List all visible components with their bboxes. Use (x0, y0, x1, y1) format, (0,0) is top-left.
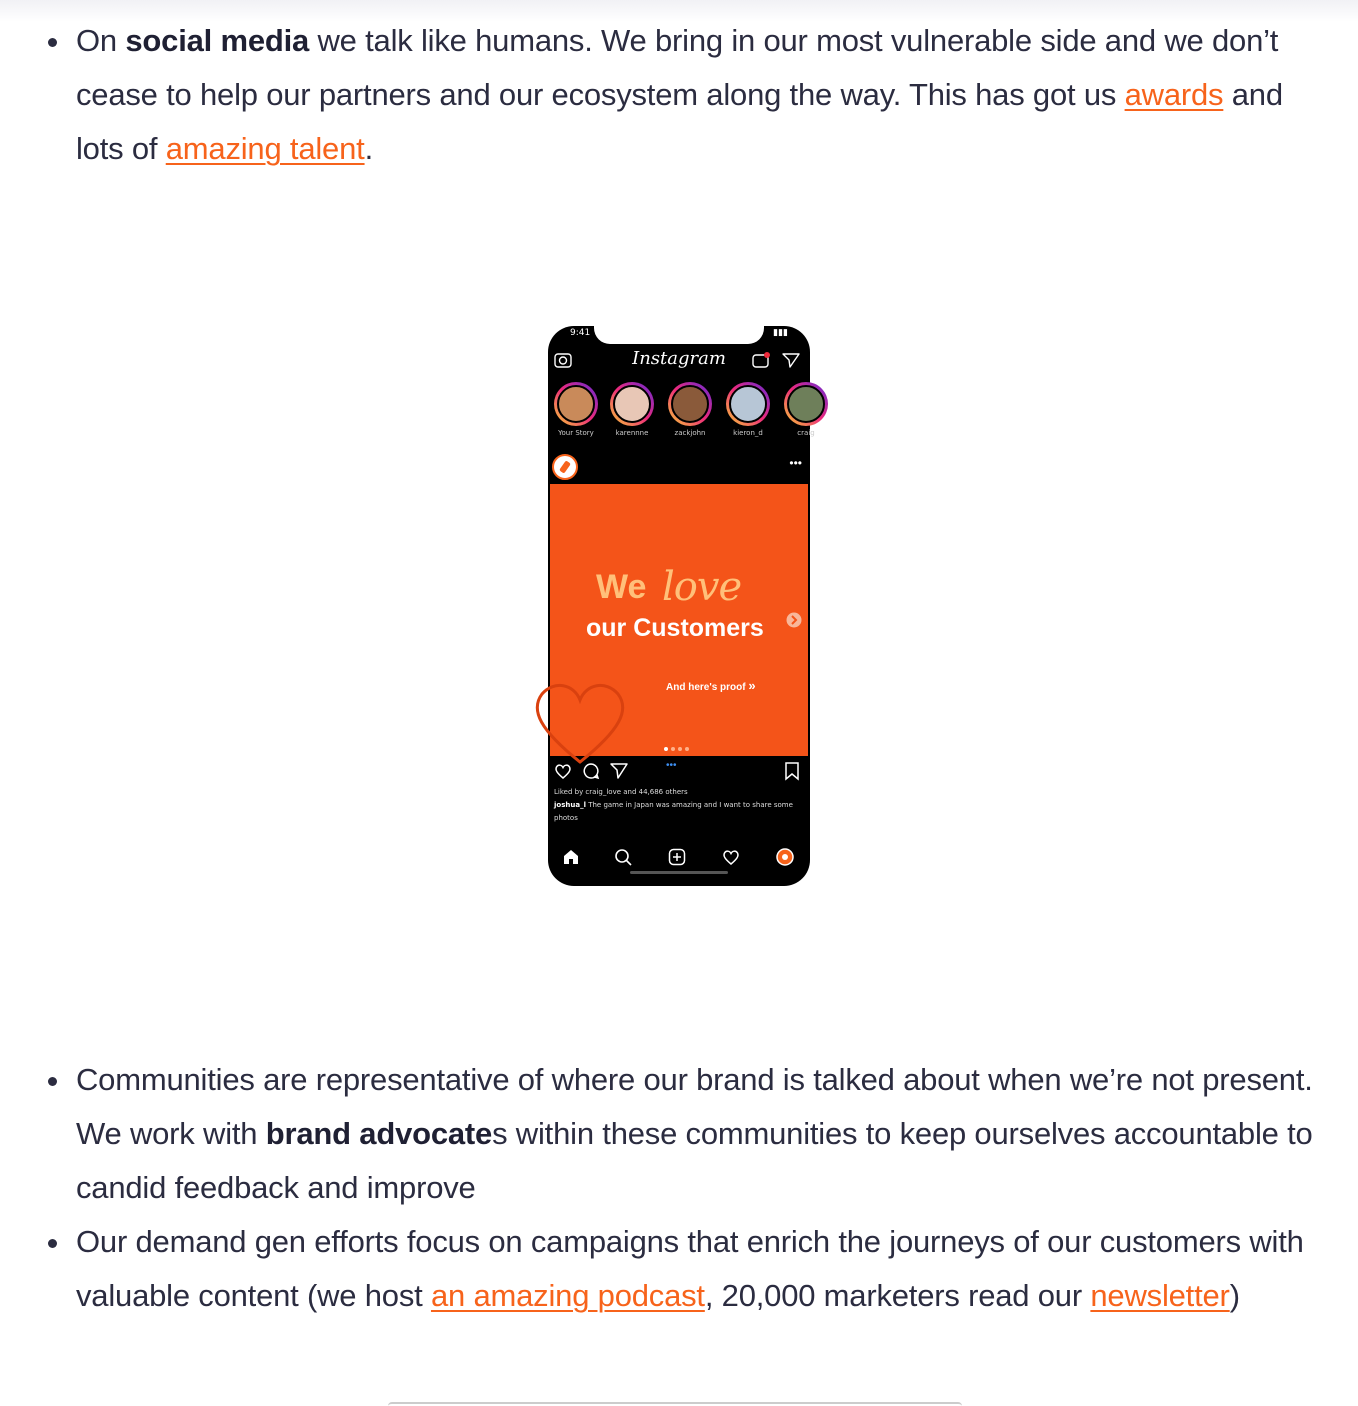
post-text-proof: And here's proof » (666, 678, 756, 693)
carousel-dots (664, 738, 692, 756)
caption-text: The game in Japan was amazing and I want to share some photos (554, 801, 793, 822)
instagram-phone-mockup (548, 326, 815, 886)
status-time: 9:41 (570, 328, 591, 338)
post-header (548, 450, 810, 484)
brand-avatar (552, 454, 578, 480)
bold-brand-advocate: brand advocate (265, 1116, 493, 1151)
awards-link[interactable]: awards (1124, 77, 1224, 112)
bold-social-media: social media (125, 23, 310, 58)
post-text-love: love (662, 564, 742, 610)
bullet-list-bottom (0, 1053, 1358, 1323)
post-text-we: We (596, 568, 647, 606)
bookmark-icon (784, 762, 800, 780)
bottom-tab-bar (548, 838, 810, 878)
list-item-social-media: On social media we talk like humans. We bring in our most vulnerable side and we don’t cease to help our partners and our ecosystem along the way. This has got us awards and lots of amazing talent. (0, 14, 1358, 176)
battery-icon: ▮▮▮ (773, 328, 788, 338)
double-chevron-icon: » (748, 678, 756, 693)
heart-outline-decoration (520, 670, 640, 770)
instagram-header (548, 346, 810, 376)
post-actions (548, 758, 810, 784)
story-item: karennne (608, 382, 656, 437)
liked-by-text: Liked by craig_love and 44,686 others (554, 788, 688, 796)
next-section-edge (388, 1402, 962, 1406)
carousel-indicator: ••• (666, 760, 677, 771)
story-item: kieron_d (724, 382, 772, 437)
add-post-icon (668, 848, 686, 866)
post-text-customers: our Customers (586, 614, 764, 642)
status-bar (566, 328, 792, 342)
list-item-demand-gen: Our demand gen efforts focus on campaigns that enrich the journeys of our customers with valuable content (we host an amazing podcast, 20,000 marketers read our newsletter) (0, 1215, 1358, 1323)
direct-message-icon (782, 352, 800, 368)
search-icon (614, 848, 632, 866)
share-icon (610, 762, 628, 780)
story-item: zackjohn (666, 382, 714, 437)
bullet-list-top (0, 14, 1358, 176)
podcast-link[interactable]: an amazing podcast (430, 1278, 705, 1313)
next-slide-icon (786, 612, 802, 628)
igtv-icon (752, 352, 770, 368)
story-item: craig (782, 382, 830, 437)
like-heart-icon (554, 762, 572, 780)
post-caption (554, 786, 804, 825)
amazing-talent-link[interactable]: amazing talent (165, 131, 365, 166)
list-item-communities: Communities are representative of where our brand is talked about when we’re not present. We work with brand advocates within these communities to keep ourselves accountable to candid feedback and improve (0, 1053, 1358, 1215)
home-indicator (630, 871, 728, 874)
more-options-icon: ••• (789, 456, 802, 470)
story-item: Your Story (552, 382, 600, 437)
post-image (550, 484, 808, 756)
newsletter-link[interactable]: newsletter (1090, 1278, 1230, 1313)
home-icon (562, 848, 580, 866)
comment-icon (582, 762, 600, 780)
stories-row (552, 382, 815, 446)
instagram-logo: Instagram (632, 348, 726, 369)
activity-heart-icon (722, 848, 740, 866)
caption-username: joshua_l (554, 801, 586, 809)
profile-avatar-icon (776, 848, 794, 866)
